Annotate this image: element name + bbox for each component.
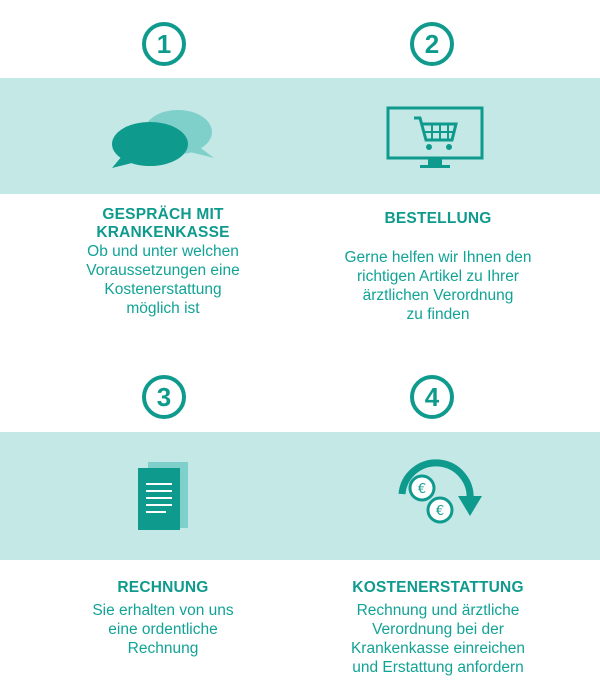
step-3-description: Sie erhalten von uns eine ordentliche Rechnung [92, 602, 234, 657]
step-1-number: 1 [142, 22, 186, 66]
step-4-description: Rechnung und ärztliche Verordnung bei der Krankenkasse einreichen und Erstattung anfordern [350, 602, 526, 676]
step-1-title: GESPRÄCH MIT KRANKENKASSE [96, 206, 230, 241]
step-3-number: 3 [142, 375, 186, 419]
step-3-title: RECHNUNG [117, 579, 209, 596]
step-2-title: BESTELLUNG [384, 210, 492, 227]
shopping-cart-monitor-icon [386, 106, 484, 172]
step-1-description: Ob und unter welchen Voraussetzungen eine Kostenerstattung möglich ist [86, 243, 240, 317]
svg-text:€: € [435, 504, 445, 519]
document-icon [136, 460, 192, 532]
top-band [0, 78, 600, 194]
step-2-text [293, 210, 583, 324]
step-4-text [293, 579, 583, 677]
step-2-description: Gerne helfen wir Ihnen den richtigen Artikel zu Ihrer ärztlichen Verordnung zu finden [344, 249, 532, 323]
step-3-text [18, 579, 308, 658]
step-1-text [18, 206, 308, 318]
bottom-band [0, 432, 600, 560]
euro-coins-refund-icon [392, 456, 486, 532]
step-4-number: 4 [410, 375, 454, 419]
svg-text:€: € [417, 482, 427, 497]
step-2-number: 2 [410, 22, 454, 66]
step-4-title: KOSTENERSTATTUNG [352, 579, 524, 596]
chat-bubbles-icon [110, 106, 218, 170]
